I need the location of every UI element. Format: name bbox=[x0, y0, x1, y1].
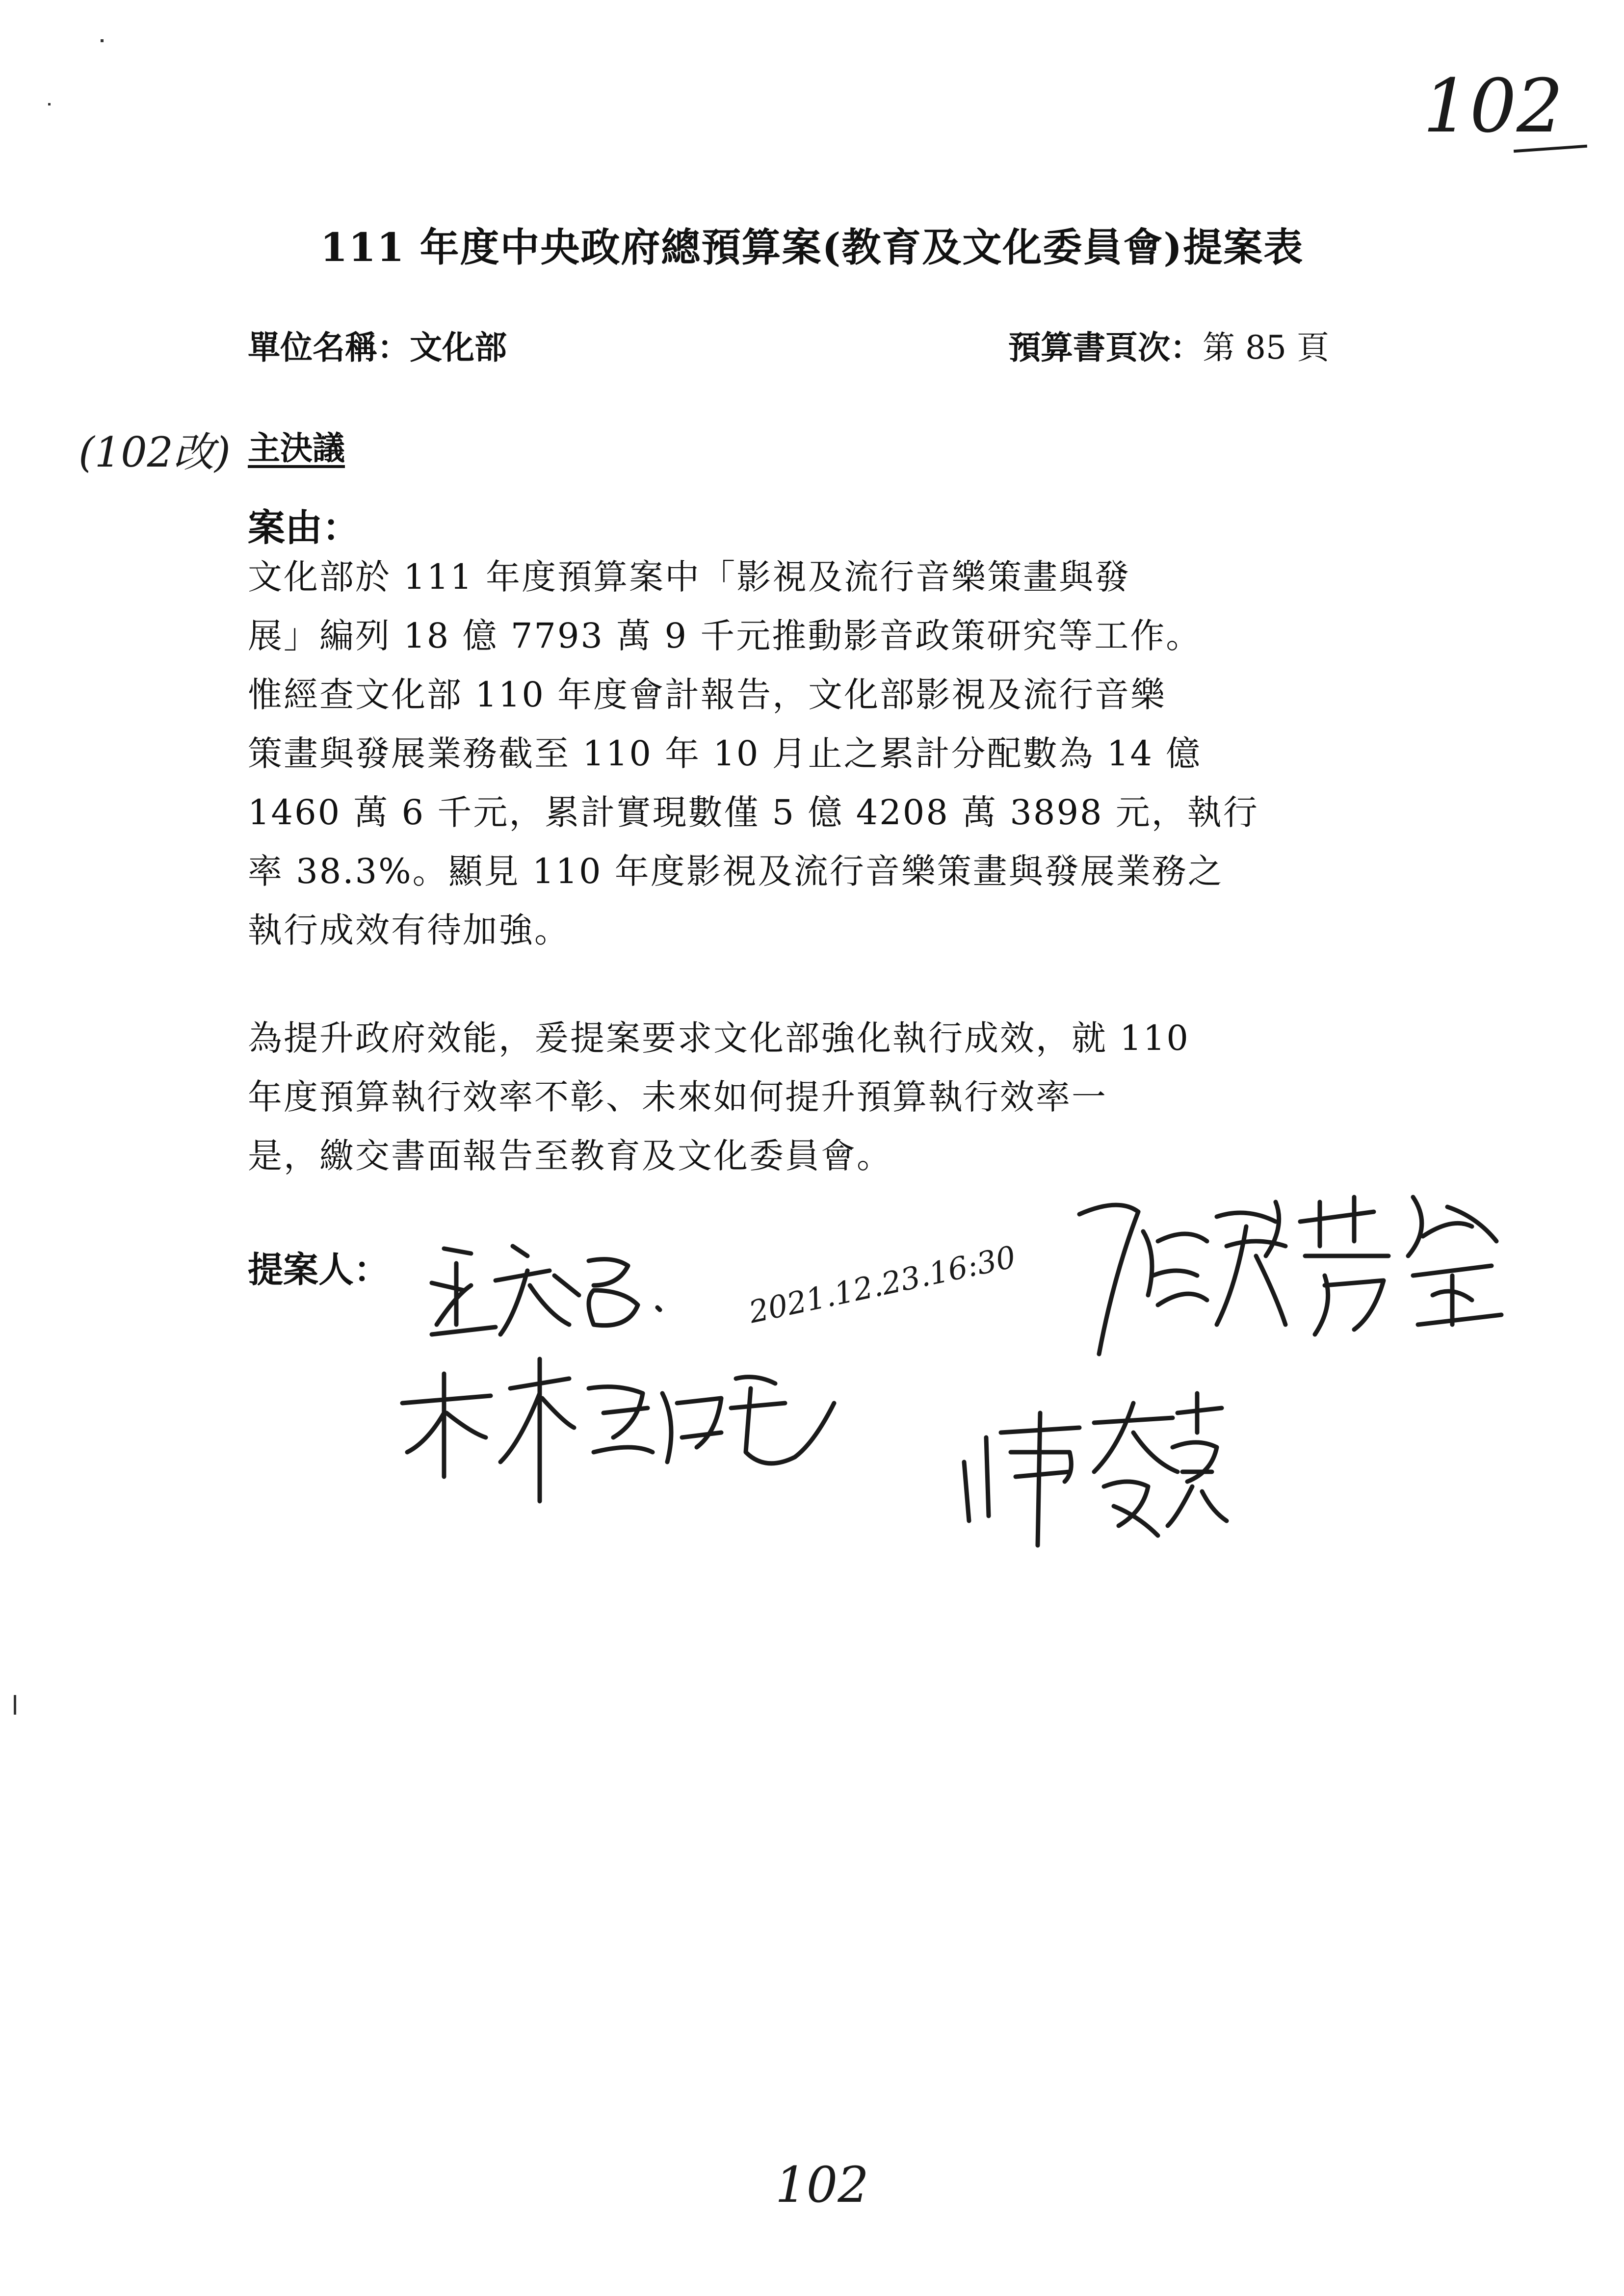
reason-line: 策畫與發展業務截至 110 年 10 月止之累計分配數為 14 億 bbox=[248, 733, 1202, 774]
scan-speck bbox=[101, 39, 104, 42]
resolution-type: 主決議 bbox=[248, 429, 345, 467]
page-ref-value: 第 85 頁 bbox=[1203, 329, 1329, 366]
request-line: 年度預算執行效率不彰、未來如何提升預算執行效率一 bbox=[248, 1077, 1107, 1117]
request-line: 是，繳交書面報告至教育及文化委員會。 bbox=[248, 1136, 892, 1176]
document-title: 111 年度中央政府總預算案(教育及文化委員會)提案表 bbox=[320, 224, 1304, 270]
scan-speck bbox=[48, 103, 51, 105]
request-line: 為提升政府效能，爰提案要求文化部強化執行成效，就 110 bbox=[248, 1018, 1190, 1058]
reason-heading: 案由： bbox=[248, 506, 360, 549]
signature-date: 2021.12.23.16:30 bbox=[746, 1238, 1019, 1331]
signature-2 bbox=[1079, 1197, 1501, 1354]
reason-line: 文化部於 111 年度預算案中「影視及流行音樂策畫與發 bbox=[248, 557, 1131, 597]
reason-line: 1460 萬 6 千元，累計實現數僅 5 億 4208 萬 3898 元，執行 bbox=[248, 792, 1259, 833]
page-ref-label: 預算書頁次： bbox=[1008, 328, 1203, 366]
reason-line: 率 38.3%。顯見 110 年度影視及流行音樂策畫與發展業務之 bbox=[248, 851, 1224, 891]
reason-line: 惟經查文化部 110 年度會計報告，文化部影視及流行音樂 bbox=[248, 675, 1167, 715]
reason-line: 執行成效有待加強。 bbox=[248, 910, 570, 950]
unit-name: 單位名稱：文化部 bbox=[248, 328, 507, 366]
reason-line: 展」編列 18 億 7793 萬 9 千元推動影音政策研究等工作。 bbox=[248, 616, 1202, 656]
signature-3 bbox=[402, 1359, 834, 1501]
signature-1 bbox=[432, 1246, 660, 1334]
proposer-label: 提案人： bbox=[248, 1249, 390, 1290]
handwritten-page-number-bottom: 102 bbox=[775, 2156, 869, 2214]
scan-edge-mark bbox=[14, 1695, 16, 1715]
handwritten-page-number: 102 bbox=[1423, 64, 1564, 149]
handwritten-change-note: (102改) bbox=[79, 428, 231, 476]
signature-4 bbox=[964, 1393, 1227, 1545]
